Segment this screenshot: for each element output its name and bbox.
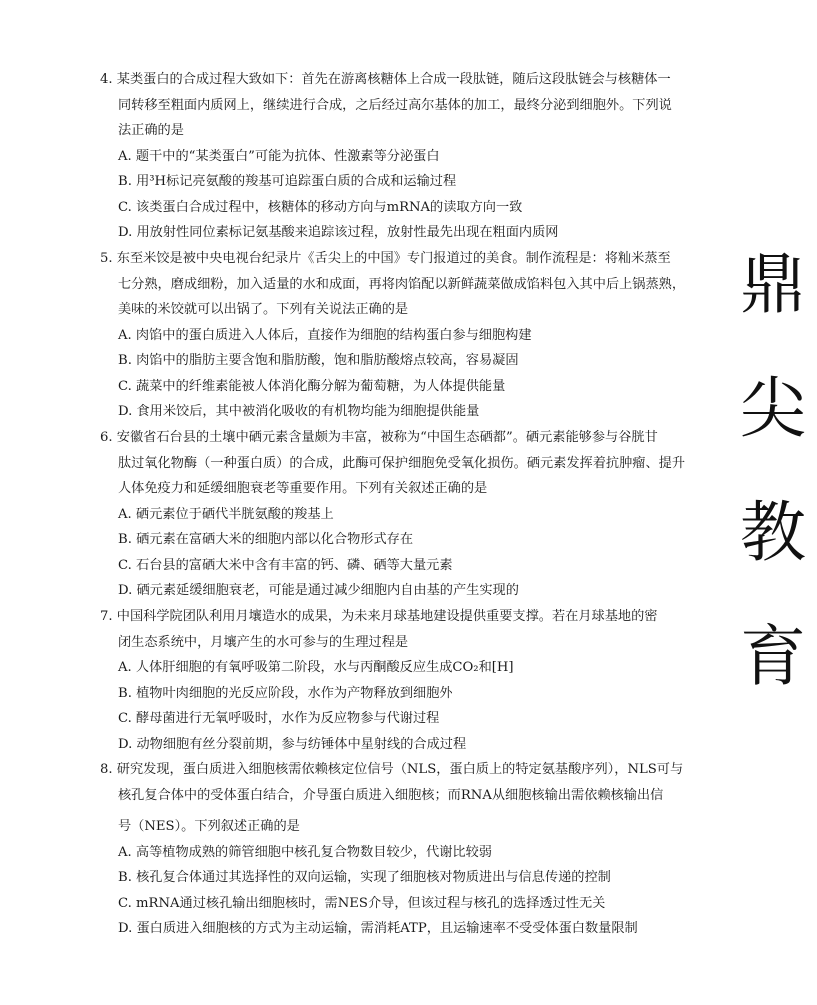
- brand-watermark: [738, 246, 808, 748]
- watermark-char: 育: [740, 618, 806, 695]
- option-c: C. 酵母菌进行无氧呼吸时，水作为反应物参与代谢过程: [118, 711, 440, 726]
- option-d: D. 蛋白质进入细胞核的方式为主动运输，需消耗ATP，且运输速率不受受体蛋白数量限制: [118, 921, 638, 936]
- question-5: [100, 246, 730, 425]
- option-c: C. 该类蛋白合成过程中，核糖体的移动方向与mRNA的读取方向一致: [118, 199, 523, 215]
- question-stem-line: 8. 研究发现，蛋白质进入细胞核需依赖核定位信号（NLS，蛋白质上的特定氨基酸序列），NLS可与: [100, 762, 684, 777]
- option-a: A. 人体肝细胞的有氧呼吸第二阶段，水与丙酮酸反应生成CO₂和[H]: [118, 660, 514, 675]
- question-stem-line: 4. 某类蛋白的合成过程大致如下：首先在游离核糖体上合成一段肽链，随后这段肽链会与核糖体一: [100, 72, 671, 87]
- option-b: B. 用³H标记亮氨酸的羧基可追踪蛋白质的合成和运输过程: [118, 174, 457, 189]
- option-b: B. 硒元素在富硒大米的细胞内部以化合物形式存在: [118, 532, 414, 547]
- question-stem-line: 人体免疫力和延缓细胞衰老等重要作用。下列有关叙述正确的是: [118, 481, 488, 496]
- question-7: [100, 604, 730, 757]
- option-c: C. mRNA通过核孔输出细胞核时，需NES介导，但该过程与核孔的选择透过性无关: [118, 895, 606, 911]
- watermark-char: 鼎: [740, 246, 806, 323]
- question-stem-line: 七分熟，磨成细粉，加入适量的水和成面，再将肉馅配以新鲜蔬菜做成馅料包入其中后上锅蒸熟，: [118, 276, 686, 292]
- option-a: A. 肉馅中的蛋白质进入人体后，直接作为细胞的结构蛋白参与细胞构建: [118, 327, 532, 343]
- watermark-char: 尖: [740, 370, 806, 447]
- question-stem-line: 核孔复合体中的受体蛋白结合，介导蛋白质进入细胞核；而RNA从细胞核输出需依赖核输出信: [118, 787, 664, 803]
- option-c: C. 蔬菜中的纤维素能被人体消化酶分解为葡萄糖，为人体提供能量: [118, 378, 506, 394]
- option-b: B. 核孔复合体通过其选择性的双向运输，实现了细胞核对物质进出与信息传递的控制: [118, 870, 611, 885]
- option-b: B. 植物叶肉细胞的光反应阶段，水作为产物释放到细胞外: [118, 685, 453, 701]
- option-d: D. 动物细胞有丝分裂前期，参与纺锤体中星射线的合成过程: [118, 736, 467, 752]
- option-d: D. 用放射性同位素标记氨基酸来追踪该过程，放射性最先出现在粗面内质网: [118, 225, 559, 240]
- question-4: [100, 67, 730, 246]
- question-6: [100, 425, 730, 604]
- question-8: [100, 757, 730, 942]
- question-stem-line: 同转移至粗面内质网上，继续进行合成，之后经过高尔基体的加工，最终分泌到细胞外。下列说: [118, 97, 672, 113]
- option-d: D. 食用米饺后，其中被消化吸收的有机物均能为细胞提供能量: [118, 404, 480, 419]
- option-b: B. 肉馅中的脂肪主要含饱和脂肪酸，饱和脂肪酸熔点较高，容易凝固: [118, 353, 519, 368]
- question-stem-line: 肽过氧化物酶（一种蛋白质）的合成，此酶可保护细胞免受氧化损伤。硒元素发挥着抗肿瘤、提升: [118, 455, 686, 471]
- question-stem-line: 闭生态系统中，月壤产生的水可参与的生理过程是: [118, 634, 409, 650]
- option-a: A. 题干中的“某类蛋白”可能为抗体、性激素等分泌蛋白: [118, 148, 440, 164]
- question-stem-line: 6. 安徽省石台县的土壤中硒元素含量颇为丰富，被称为“中国生态硒都”。硒元素能够参与谷胱甘: [100, 430, 658, 445]
- question-stem-line: 5. 东至米饺是被中央电视台纪录片《舌尖上的中国》专门报道过的美食。制作流程是：将籼米蒸至: [100, 251, 671, 266]
- option-c: C. 石台县的富硒大米中含有丰富的钙、磷、硒等大量元素: [118, 557, 453, 573]
- option-a: A. 高等植物成熟的筛管细胞中核孔复合物数目较少，代谢比较弱: [118, 844, 492, 860]
- watermark-char: 教: [740, 494, 806, 571]
- question-stem-line: 法正确的是: [118, 123, 184, 138]
- question-stem-line: 美味的米饺就可以出锅了。下列有关说法正确的是: [118, 302, 409, 317]
- question-stem-line: 号（NES）。下列叙述正确的是: [118, 819, 300, 834]
- option-d: D. 硒元素延缓细胞衰老，可能是通过减少细胞内自由基的产生实现的: [118, 583, 519, 598]
- question-stem-line: 7. 中国科学院团队利用月壤造水的成果，为未来月球基地建设提供重要支撑。若在月球基地的密: [100, 609, 658, 624]
- option-a: A. 硒元素位于硒代半胱氨酸的羧基上: [118, 506, 334, 522]
